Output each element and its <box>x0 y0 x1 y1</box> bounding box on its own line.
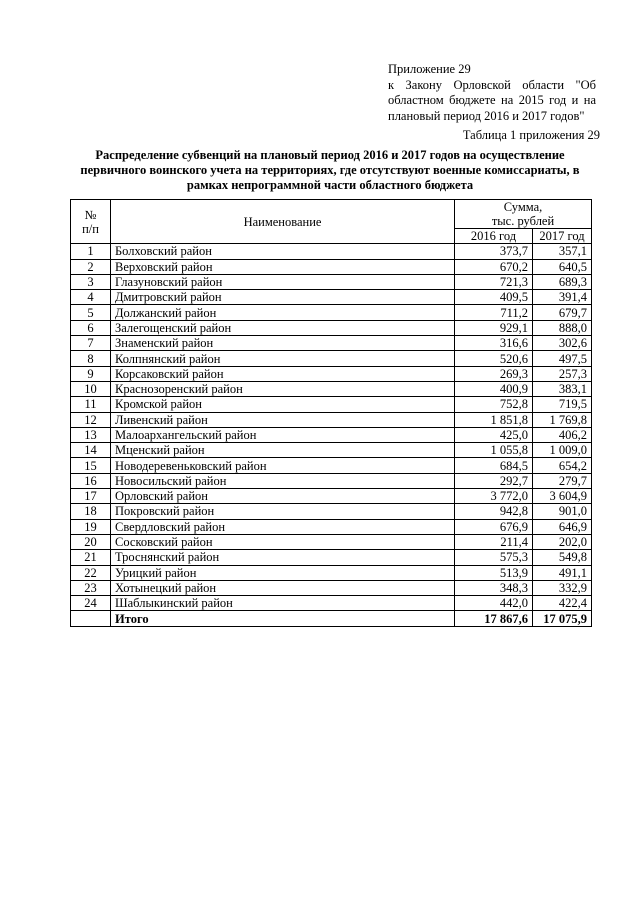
amount-2016-cell: 942,8 <box>455 504 533 519</box>
table-row <box>71 534 592 549</box>
district-name-cell: Хотынецкий район <box>111 580 455 595</box>
amount-2016-cell: 373,7 <box>455 244 533 259</box>
amount-2017-cell: 1 009,0 <box>533 443 592 458</box>
row-number-cell: 11 <box>71 397 111 412</box>
table-row <box>71 473 592 488</box>
amount-2017-cell: 646,9 <box>533 519 592 534</box>
appendix-law-line: к Закону Орловской области "Об <box>388 77 596 92</box>
amount-2016-cell: 425,0 <box>455 427 533 442</box>
district-name-cell: Знаменский район <box>111 336 455 351</box>
amount-2017-cell: 689,3 <box>533 274 592 289</box>
amount-2017-cell: 279,7 <box>533 473 592 488</box>
appendix-law-line: областном бюджете на 2015 год и на <box>388 93 596 107</box>
row-number-cell: 19 <box>71 519 111 534</box>
table-row <box>71 412 592 427</box>
district-name-cell: Свердловский район <box>111 519 455 534</box>
table-row <box>71 550 592 565</box>
amount-2016-cell: 348,3 <box>455 580 533 595</box>
amount-2016-cell: 211,4 <box>455 534 533 549</box>
amount-2017-cell: 491,1 <box>533 565 592 580</box>
table-row <box>71 366 592 381</box>
table-row <box>71 397 592 412</box>
table-row <box>71 596 592 611</box>
amount-2016-cell: 269,3 <box>455 366 533 381</box>
title-line: первичного воинского учета на территориях, где отсутствуют военные комиссариаты, в <box>80 163 580 177</box>
row-number-cell: 15 <box>71 458 111 473</box>
table-row <box>71 244 592 259</box>
appendix-header <box>388 62 596 124</box>
amount-2017-cell: 901,0 <box>533 504 592 519</box>
table-row <box>71 320 592 335</box>
row-number-cell: 12 <box>71 412 111 427</box>
table-header-row <box>71 200 592 229</box>
amount-2017-cell: 302,6 <box>533 336 592 351</box>
row-number-cell: 14 <box>71 443 111 458</box>
district-name-cell: Троснянский район <box>111 550 455 565</box>
column-header-name: Наименование <box>111 200 455 244</box>
district-name-cell: Корсаковский район <box>111 366 455 381</box>
table-row <box>71 274 592 289</box>
row-number-cell: 24 <box>71 596 111 611</box>
amount-2016-cell: 670,2 <box>455 259 533 274</box>
amount-2016-cell: 3 772,0 <box>455 489 533 504</box>
amount-2016-cell: 711,2 <box>455 305 533 320</box>
district-name-cell: Верховский район <box>111 259 455 274</box>
table-row <box>71 427 592 442</box>
row-number-cell: 13 <box>71 427 111 442</box>
row-number-cell: 17 <box>71 489 111 504</box>
table-row <box>71 489 592 504</box>
column-header-sum <box>455 200 592 229</box>
amount-2016-cell: 752,8 <box>455 397 533 412</box>
district-name-cell: Глазуновский район <box>111 274 455 289</box>
row-number-cell: 16 <box>71 473 111 488</box>
amount-2017-cell: 888,0 <box>533 320 592 335</box>
column-header-2016: 2016 год <box>455 229 533 244</box>
table-row <box>71 259 592 274</box>
amount-2017-cell: 257,3 <box>533 366 592 381</box>
amount-2017-cell: 654,2 <box>533 458 592 473</box>
district-name-cell: Ливенский район <box>111 412 455 427</box>
amount-2016-cell: 1 055,8 <box>455 443 533 458</box>
subvention-table <box>70 199 592 627</box>
table-reference: Таблица 1 приложения 29 <box>462 128 600 142</box>
amount-2017-cell: 332,9 <box>533 580 592 595</box>
amount-2016-cell: 721,3 <box>455 274 533 289</box>
amount-2016-cell: 513,9 <box>455 565 533 580</box>
total-row <box>71 611 592 626</box>
district-name-cell: Болховский район <box>111 244 455 259</box>
amount-2017-cell: 719,5 <box>533 397 592 412</box>
amount-2016-cell: 684,5 <box>455 458 533 473</box>
header-text: № <box>84 207 97 222</box>
amount-2016-cell: 316,6 <box>455 336 533 351</box>
column-header-number <box>71 200 111 244</box>
row-number-cell: 4 <box>71 290 111 305</box>
district-name-cell: Колпнянский район <box>111 351 455 366</box>
column-header-2017: 2017 год <box>533 229 592 244</box>
appendix-number: Приложение 29 <box>388 62 471 76</box>
row-number-cell: 5 <box>71 305 111 320</box>
row-number-cell: 23 <box>71 580 111 595</box>
amount-2016-cell: 520,6 <box>455 351 533 366</box>
district-name-cell: Шаблыкинский район <box>111 596 455 611</box>
amount-2017-cell: 357,1 <box>533 244 592 259</box>
amount-2017-cell: 640,5 <box>533 259 592 274</box>
total-label-cell: Итого <box>111 611 455 626</box>
amount-2016-cell: 409,5 <box>455 290 533 305</box>
amount-2016-cell: 400,9 <box>455 381 533 396</box>
row-number-cell: 10 <box>71 381 111 396</box>
row-number-cell: 7 <box>71 336 111 351</box>
total-2017-cell: 17 075,9 <box>533 611 592 626</box>
amount-2016-cell: 292,7 <box>455 473 533 488</box>
table-row <box>71 565 592 580</box>
document-title <box>60 148 600 193</box>
district-name-cell: Залегощенский район <box>111 320 455 335</box>
header-text: тыс. рублей <box>491 214 555 228</box>
district-name-cell: Малоархангельский район <box>111 427 455 442</box>
district-name-cell: Орловский район <box>111 489 455 504</box>
row-number-cell: 8 <box>71 351 111 366</box>
district-name-cell: Новодеревеньковский район <box>111 458 455 473</box>
header-text: Сумма, <box>503 200 543 214</box>
appendix-law-line: плановый период 2016 и 2017 годов" <box>388 108 585 123</box>
row-number-cell: 6 <box>71 320 111 335</box>
district-name-cell: Урицкий район <box>111 565 455 580</box>
row-number-cell: 21 <box>71 550 111 565</box>
row-number-cell: 22 <box>71 565 111 580</box>
district-name-cell: Должанский район <box>111 305 455 320</box>
district-name-cell: Краснозоренский район <box>111 381 455 396</box>
amount-2017-cell: 1 769,8 <box>533 412 592 427</box>
district-name-cell: Дмитровский район <box>111 290 455 305</box>
amount-2017-cell: 391,4 <box>533 290 592 305</box>
title-line: рамках непрограммной части областного бюджета <box>186 178 474 192</box>
row-number-cell: 3 <box>71 274 111 289</box>
table-row <box>71 336 592 351</box>
district-name-cell: Мценский район <box>111 443 455 458</box>
title-line: Распределение субвенций на плановый период 2016 и 2017 годов на осуществление <box>95 148 565 162</box>
table-row <box>71 458 592 473</box>
row-number-cell: 2 <box>71 259 111 274</box>
table-body <box>71 244 592 626</box>
amount-2017-cell: 3 604,9 <box>533 489 592 504</box>
amount-2016-cell: 676,9 <box>455 519 533 534</box>
amount-2017-cell: 383,1 <box>533 381 592 396</box>
district-name-cell: Новосильский район <box>111 473 455 488</box>
table-row <box>71 519 592 534</box>
amount-2017-cell: 679,7 <box>533 305 592 320</box>
row-number-cell: 1 <box>71 244 111 259</box>
district-name-cell: Сосковский район <box>111 534 455 549</box>
amount-2017-cell: 202,0 <box>533 534 592 549</box>
amount-2017-cell: 549,8 <box>533 550 592 565</box>
table-row <box>71 305 592 320</box>
table-row <box>71 290 592 305</box>
amount-2016-cell: 1 851,8 <box>455 412 533 427</box>
total-2016-cell: 17 867,6 <box>455 611 533 626</box>
amount-2016-cell: 929,1 <box>455 320 533 335</box>
table-row <box>71 580 592 595</box>
amount-2017-cell: 497,5 <box>533 351 592 366</box>
district-name-cell: Кромской район <box>111 397 455 412</box>
amount-2017-cell: 406,2 <box>533 427 592 442</box>
header-text: п/п <box>82 221 99 236</box>
row-number-cell: 9 <box>71 366 111 381</box>
total-number-cell <box>71 611 111 626</box>
amount-2016-cell: 442,0 <box>455 596 533 611</box>
amount-2016-cell: 575,3 <box>455 550 533 565</box>
district-name-cell: Покровский район <box>111 504 455 519</box>
table-row <box>71 351 592 366</box>
row-number-cell: 20 <box>71 534 111 549</box>
table-row <box>71 443 592 458</box>
table-row <box>71 504 592 519</box>
amount-2017-cell: 422,4 <box>533 596 592 611</box>
row-number-cell: 18 <box>71 504 111 519</box>
table-row <box>71 381 592 396</box>
